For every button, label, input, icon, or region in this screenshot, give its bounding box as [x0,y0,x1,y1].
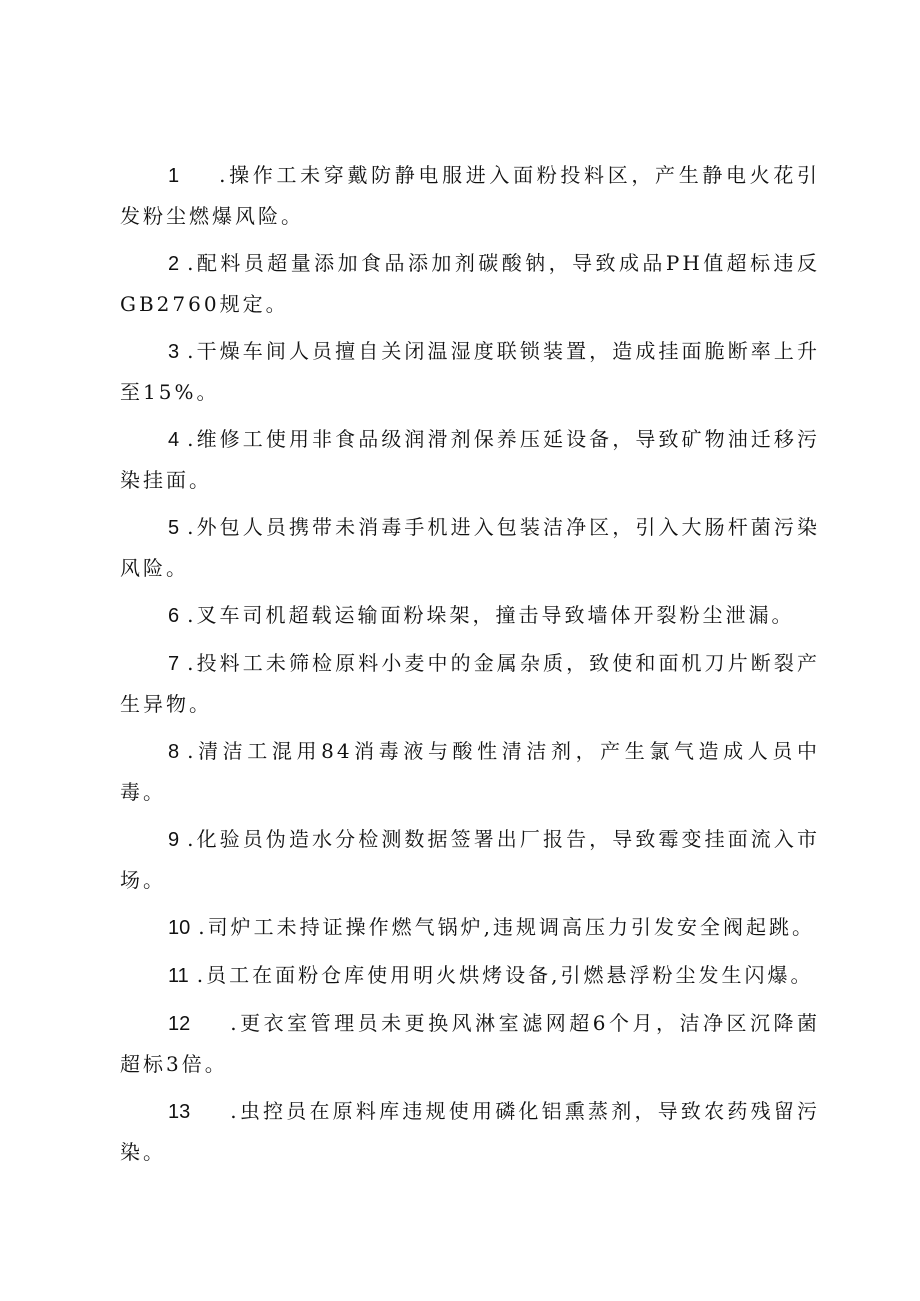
list-item [120,419,820,500]
item-text: .投料工未筛检原料小麦中的金属杂质，致使和面机刀片断裂产生异物。 [120,651,820,716]
item-number: 1 [168,165,180,187]
item-text: .维修工使用非食品级润滑剂保养压延设备，导致矿物油迁移污染挂面。 [120,427,820,492]
list-item [120,819,820,900]
list-item [120,595,820,636]
list-item [120,907,820,948]
item-number: 4 [168,429,180,451]
list-item [120,507,820,588]
item-text: .更衣室管理员未更换风淋室滤网超6个月，洁净区沉降菌超标3倍。 [120,1011,820,1076]
list-item [120,1003,820,1084]
item-list [120,155,820,1179]
item-text: .配料员超量添加食品添加剂碳酸钠，导致成品PH值超标违反GB2760规定。 [120,251,820,316]
item-number: 11 [168,965,189,987]
item-text: .外包人员携带未消毒手机进入包装洁净区，引入大肠杆菌污染风险。 [120,515,820,580]
item-number: 10 [168,917,191,939]
item-text: .清洁工混用84消毒液与酸性清洁剂，产生氯气造成人员中毒。 [120,739,820,804]
item-number: 5 [168,517,180,539]
item-number: 12 [168,1013,191,1035]
item-text: .操作工未穿戴防静电服进入面粉投料区，产生静电火花引发粉尘燃爆风险。 [120,163,820,228]
item-text: .虫控员在原料库违规使用磷化铝熏蒸剂，导致农药残留污染。 [120,1099,820,1164]
list-item [120,155,820,236]
item-number: 7 [168,653,180,675]
item-number: 6 [168,605,180,627]
item-text: .员工在面粉仓库使用明火烘烤设备,引燃悬浮粉尘发生闪爆。 [196,963,814,987]
list-item [120,731,820,812]
list-item [120,643,820,724]
list-item [120,955,820,996]
item-number: 13 [168,1101,191,1123]
item-text: .叉车司机超载运输面粉垛架，撞击导致墙体开裂粉尘泄漏。 [187,603,795,627]
item-text: .干燥车间人员擅自关闭温湿度联锁装置，造成挂面脆断率上升至15%。 [120,339,820,404]
list-item [120,243,820,324]
list-item [120,331,820,412]
item-number: 2 [168,253,180,275]
item-number: 8 [168,741,180,763]
item-text: .司炉工未持证操作燃气锅炉,违规调高压力引发安全阀起跳。 [198,915,815,939]
list-item [120,1091,820,1172]
item-text: .化验员伪造水分检测数据签署出厂报告，导致霉变挂面流入市场。 [120,827,820,892]
item-number: 3 [168,341,180,363]
item-number: 9 [168,829,180,851]
